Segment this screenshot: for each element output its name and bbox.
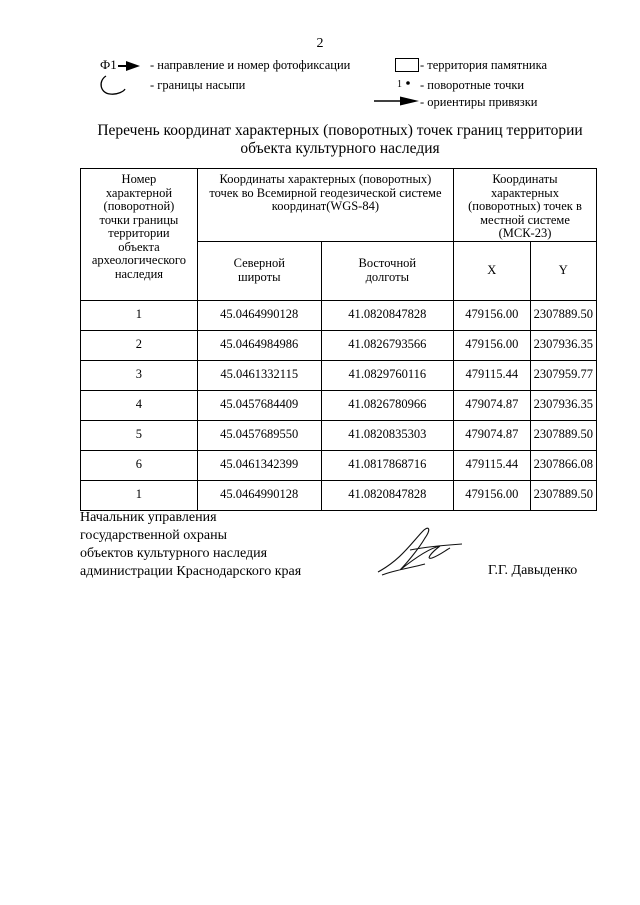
table-row [81, 420, 597, 450]
cell-y: 2307889.50 [530, 420, 596, 450]
cell-latitude: 45.0457689550 [197, 420, 321, 450]
header-x: X [453, 241, 530, 300]
coordinates-table [80, 168, 597, 511]
cell-latitude: 45.0464990128 [197, 480, 321, 510]
title-line-1: Перечень координат характерных (поворотных) точек границ территории [97, 122, 583, 139]
turning-point-label: 1 [397, 79, 402, 90]
cell-longitude: 41.0820847828 [321, 300, 453, 330]
legend-territory-text: - территория памятника [420, 58, 548, 72]
cell-x: 479074.87 [453, 420, 530, 450]
position-line-2: государственной охраны [80, 528, 228, 543]
table-row [81, 360, 597, 390]
header-msk23: Координаты характерных (поворотных) точек в местной системе (МСК-23) [453, 169, 596, 242]
mound-boundary-icon [98, 73, 128, 97]
cell-latitude: 45.0457684409 [197, 390, 321, 420]
photo-marker-label: Ф1 [100, 57, 117, 72]
cell-point-number: 5 [81, 420, 198, 450]
cell-y: 2307866.08 [530, 450, 596, 480]
cell-y: 2307889.50 [530, 480, 596, 510]
legend-boundary-text: - границы насыпи [150, 78, 246, 92]
header-wgs84: Координаты характерных (поворотных) точек во Всемирной геодезической системе координат(WGS-84) [197, 169, 453, 242]
position-line-1: Начальник управления [80, 510, 217, 525]
cell-longitude: 41.0817868716 [321, 450, 453, 480]
cell-point-number: 6 [81, 450, 198, 480]
table-row [81, 300, 597, 330]
reference-arrow-icon [374, 96, 420, 106]
signatory-name: Г.Г. Давыденко [488, 563, 578, 578]
arrow-icon [118, 61, 140, 71]
cell-longitude: 41.0829760116 [321, 360, 453, 390]
cell-y: 2307936.35 [530, 330, 596, 360]
signatory-position [80, 509, 301, 581]
table-row [81, 450, 597, 480]
turning-point-marker [397, 79, 412, 90]
territory-box-icon [395, 58, 419, 72]
cell-longitude: 41.0826793566 [321, 330, 453, 360]
cell-longitude: 41.0820847828 [321, 480, 453, 510]
cell-x: 479115.44 [453, 450, 530, 480]
cell-point-number: 3 [81, 360, 198, 390]
legend-points-text: - поворотные точки [420, 78, 525, 92]
position-line-4: администрации Краснодарского края [80, 564, 302, 579]
header-longitude: Восточной долготы [321, 241, 453, 300]
legend-photo-text: - направление и номер фотофиксации [150, 58, 351, 72]
cell-x: 479074.87 [453, 390, 530, 420]
cell-latitude: 45.0464984986 [197, 330, 321, 360]
cell-point-number: 1 [81, 300, 198, 330]
table-row [81, 330, 597, 360]
cell-point-number: 2 [81, 330, 198, 360]
cell-latitude: 45.0461342399 [197, 450, 321, 480]
title-line-2: объекта культурного наследия [240, 140, 440, 157]
handwritten-signature [370, 520, 470, 580]
cell-x: 479156.00 [453, 300, 530, 330]
cell-x: 479156.00 [453, 330, 530, 360]
table-row [81, 480, 597, 510]
page-number: 2 [316, 36, 324, 51]
cell-y: 2307959.77 [530, 360, 596, 390]
cell-x: 479156.00 [453, 480, 530, 510]
cell-y: 2307889.50 [530, 300, 596, 330]
dot-icon [404, 79, 412, 87]
header-latitude: Северной широты [197, 241, 321, 300]
header-y: Y [530, 241, 596, 300]
legend-reference-text: - ориентиры привязки [420, 95, 538, 109]
cell-latitude: 45.0461332115 [197, 360, 321, 390]
cell-latitude: 45.0464990128 [197, 300, 321, 330]
cell-longitude: 41.0826780966 [321, 390, 453, 420]
cell-point-number: 4 [81, 390, 198, 420]
cell-x: 479115.44 [453, 360, 530, 390]
document-title [80, 122, 600, 158]
table-row [81, 390, 597, 420]
cell-longitude: 41.0820835303 [321, 420, 453, 450]
photo-direction-marker [100, 57, 140, 73]
position-line-3: объектов культурного наследия [80, 546, 268, 561]
cell-y: 2307936.35 [530, 390, 596, 420]
cell-point-number: 1 [81, 480, 198, 510]
header-point-number: Номер характерной (поворотной) точки границы территории объекта археологического наследия [81, 169, 198, 301]
